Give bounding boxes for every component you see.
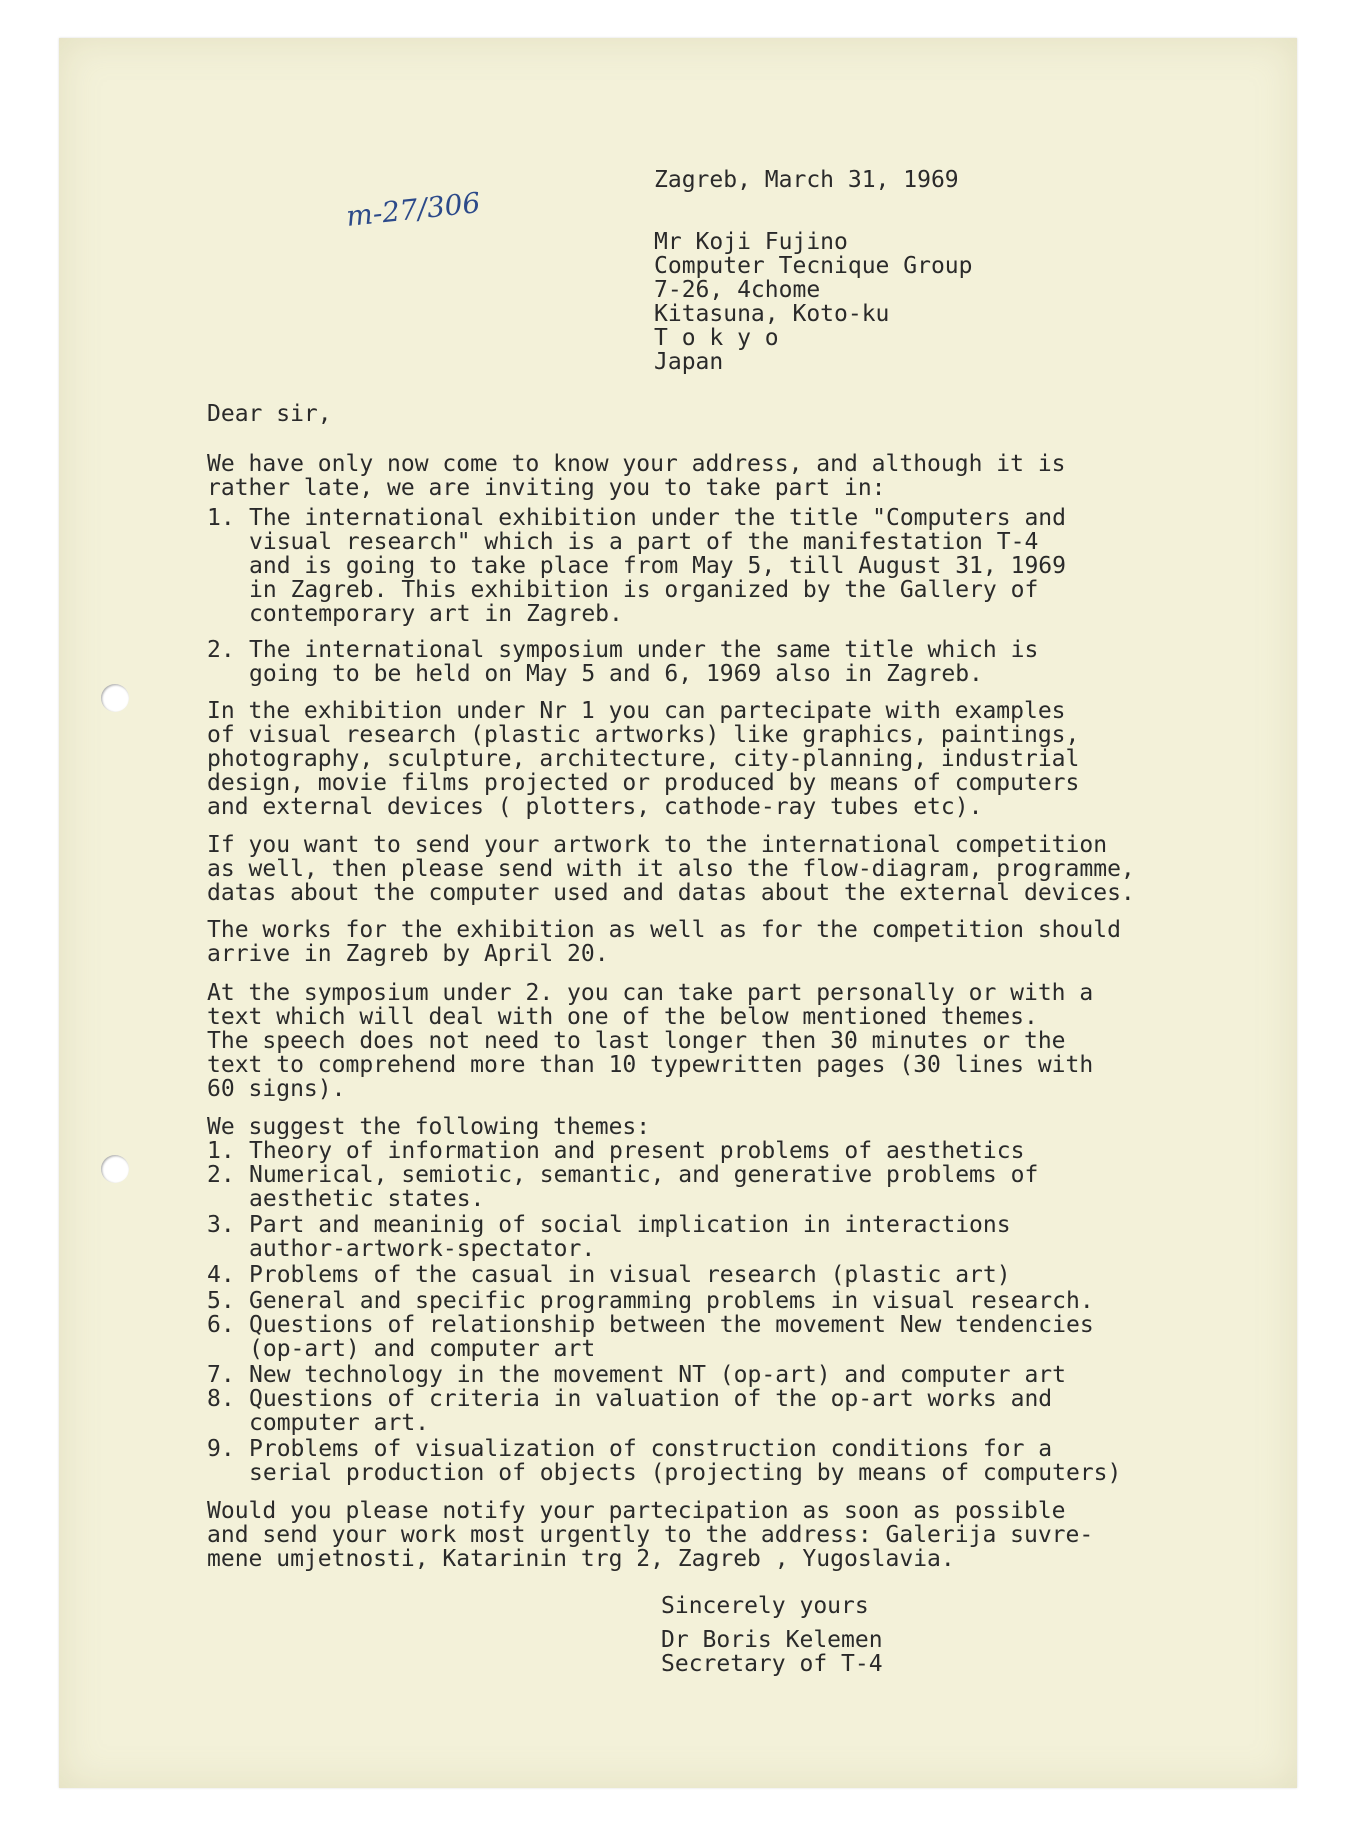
handwritten-reference-note: m-27/306 bbox=[344, 186, 482, 233]
theme-line: author-artwork-spectator. bbox=[249, 1236, 596, 1262]
theme-number: 3. bbox=[207, 1212, 235, 1238]
deadline-line: The works for the exhibition as well as for the competition should bbox=[207, 917, 1121, 943]
punch-hole-bottom bbox=[101, 1155, 129, 1183]
recipient-line: Mr Koji Fujino bbox=[654, 229, 848, 255]
exhibition-line: of visual research (plastic artworks) like graphics, paintings, bbox=[207, 722, 1080, 748]
punch-hole-top bbox=[101, 684, 129, 712]
theme-line: Problems of visualization of construction conditions for a bbox=[249, 1436, 1053, 1462]
invitation-line: contemporary art in Zagreb. bbox=[249, 601, 623, 627]
theme-number: 4. bbox=[207, 1262, 235, 1288]
exhibition-line: In the exhibition under Nr 1 you can partecipate with examples bbox=[207, 698, 1066, 724]
symposium-line: text to comprehend more than 10 typewritten pages (30 lines with bbox=[207, 1052, 1094, 1078]
invitation-line: going to be held on May 5 and 6, 1969 also in Zagreb. bbox=[249, 661, 983, 687]
symposium-line: The speech does not need to last longer then 30 minutes or the bbox=[207, 1028, 1066, 1054]
theme-number: 2. bbox=[207, 1162, 235, 1188]
invitation-line: in Zagreb. This exhibition is organized by the Gallery of bbox=[249, 577, 1039, 603]
intro-line: rather late, we are inviting you to take part in: bbox=[207, 475, 886, 501]
theme-line: Theory of information and present problems of aesthetics bbox=[249, 1138, 1025, 1164]
exhibition-line: and external devices ( plotters, cathode-ray tubes etc). bbox=[207, 794, 983, 820]
theme-line: aesthetic states. bbox=[249, 1186, 485, 1212]
theme-line: Questions of relationship between the movement New tendencies bbox=[249, 1312, 1094, 1338]
closing-line: mene umjetnosti, Katarinin trg 2, Zagreb , Yugoslavia. bbox=[207, 1546, 955, 1572]
theme-line: New technology in the movement NT (op-art) and computer art bbox=[249, 1362, 1066, 1388]
salutation: Dear sir, bbox=[207, 401, 332, 427]
recipient-line: 7-26, 4chome bbox=[654, 277, 821, 303]
competition-line: as well, then please send with it also the flow-diagram, programme, bbox=[207, 856, 1135, 882]
signatory-title: Secretary of T-4 bbox=[661, 1651, 883, 1677]
theme-line: Questions of criteria in valuation of the op-art works and bbox=[249, 1386, 1053, 1412]
closing-line: Would you please notify your partecipation as soon as possible bbox=[207, 1498, 1066, 1524]
theme-line: Problems of the casual in visual research (plastic art) bbox=[249, 1262, 1011, 1288]
recipient-line: Computer Tecnique Group bbox=[654, 253, 973, 279]
invitation-line: The international exhibition under the title "Computers and bbox=[249, 505, 1066, 531]
themes-intro: We suggest the following themes: bbox=[207, 1114, 651, 1140]
letter-sheet bbox=[59, 38, 1297, 1788]
recipient-line: Kitasuna, Koto-ku bbox=[654, 301, 890, 327]
theme-line: serial production of objects (projecting by means of computers) bbox=[249, 1460, 1122, 1486]
theme-number: 7. bbox=[207, 1362, 235, 1388]
theme-line: computer art. bbox=[249, 1410, 430, 1436]
deadline-line: arrive in Zagreb by April 20. bbox=[207, 941, 609, 967]
symposium-line: At the symposium under 2. you can take part personally or with a bbox=[207, 980, 1094, 1006]
theme-number: 1. bbox=[207, 1138, 235, 1164]
theme-line: Numerical, semiotic, semantic, and generative problems of bbox=[249, 1162, 1039, 1188]
theme-number: 9. bbox=[207, 1436, 235, 1462]
symposium-line: 60 signs). bbox=[207, 1076, 346, 1102]
theme-number: 5. bbox=[207, 1288, 235, 1314]
closing-line: and send your work most urgently to the address: Galerija suvre- bbox=[207, 1522, 1094, 1548]
theme-line: General and specific programming problems in visual research. bbox=[249, 1288, 1094, 1314]
exhibition-line: photography, sculpture, architecture, city-planning, industrial bbox=[207, 746, 1080, 772]
invitation-line: The international symposium under the same title which is bbox=[249, 637, 1039, 663]
theme-line: (op-art) and computer art bbox=[249, 1336, 596, 1362]
theme-line: Part and meaninig of social implication in interactions bbox=[249, 1212, 1011, 1238]
theme-number: 6. bbox=[207, 1312, 235, 1338]
invitation-number: 2. bbox=[207, 637, 235, 663]
recipient-line: T o k y o bbox=[654, 325, 779, 351]
invitation-number: 1. bbox=[207, 505, 235, 531]
complimentary-close: Sincerely yours bbox=[661, 1593, 869, 1619]
signatory-name: Dr Boris Kelemen bbox=[661, 1627, 883, 1653]
competition-line: datas about the computer used and datas about the external devices. bbox=[207, 880, 1135, 906]
intro-line: We have only now come to know your address, and although it is bbox=[207, 451, 1066, 477]
competition-line: If you want to send your artwork to the international competition bbox=[207, 832, 1108, 858]
exhibition-line: design, movie films projected or produced by means of computers bbox=[207, 770, 1080, 796]
theme-number: 8. bbox=[207, 1386, 235, 1412]
symposium-line: text which will deal with one of the below mentioned themes. bbox=[207, 1004, 1038, 1030]
invitation-line: visual research" which is a part of the manifestation T-4 bbox=[249, 529, 1039, 555]
recipient-line: Japan bbox=[654, 349, 724, 375]
date-line: Zagreb, March 31, 1969 bbox=[654, 167, 959, 193]
invitation-line: and is going to take place from May 5, till August 31, 1969 bbox=[249, 553, 1066, 579]
